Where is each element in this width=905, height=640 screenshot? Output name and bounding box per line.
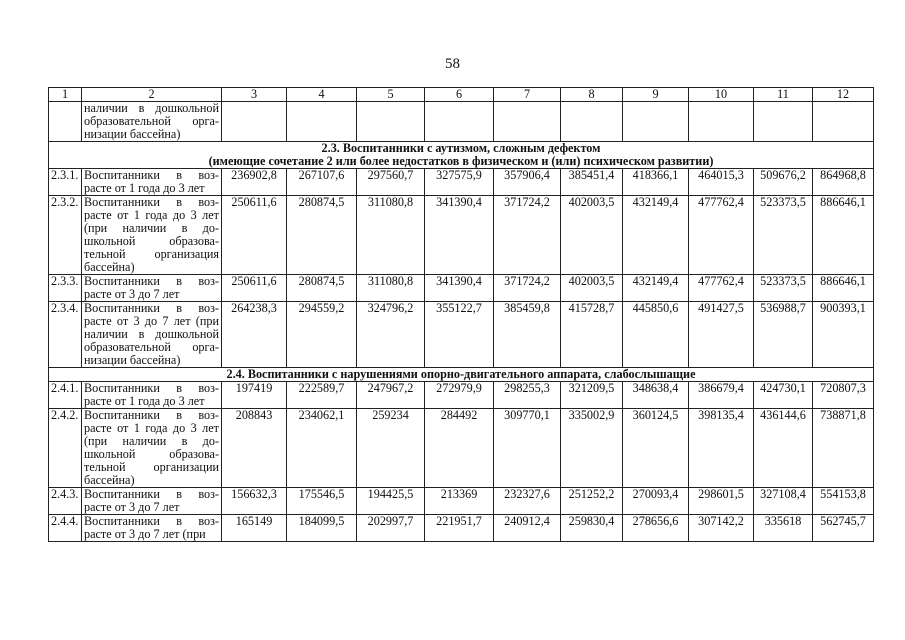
value-cell: 335002,9 [561, 409, 623, 488]
value-cell [425, 102, 494, 142]
value-cell [494, 102, 561, 142]
row-code: 2.3.4. [49, 302, 82, 368]
value-cell: 886646,1 [813, 196, 874, 275]
table-row [49, 382, 874, 409]
description-line: Воспитанники в воз- [84, 274, 219, 288]
value-cell: 554153,8 [813, 488, 874, 515]
column-header: 4 [287, 88, 357, 102]
description-line: Воспитанники в воз- [84, 408, 219, 422]
value-cell: 250611,6 [222, 275, 287, 302]
value-cell: 371724,2 [494, 275, 561, 302]
section-header-row [49, 142, 874, 169]
row-code: 2.4.4. [49, 515, 82, 542]
table-row [49, 302, 874, 368]
value-cell: 432149,4 [623, 275, 689, 302]
value-cell: 385451,4 [561, 169, 623, 196]
value-cell: 197419 [222, 382, 287, 409]
value-cell: 335618 [754, 515, 813, 542]
value-cell: 264238,3 [222, 302, 287, 368]
table-row [49, 102, 874, 142]
description-line: расте от 3 до 7 лет [84, 287, 180, 301]
value-cell: 424730,1 [754, 382, 813, 409]
description-line: расте от 3 до 7 лет [84, 500, 180, 514]
column-header: 11 [754, 88, 813, 102]
section-title-line: 2.4. Воспитанники с нарушениями опорно-двигательного аппарата, слабослышащие [226, 367, 696, 381]
value-cell [689, 102, 754, 142]
value-cell: 464015,3 [689, 169, 754, 196]
description-line: наличии в дошкольной [84, 101, 219, 115]
description-line: (при наличии в до- [84, 434, 219, 448]
row-description [82, 382, 222, 409]
description-line: расте от 1 года до 3 лет [84, 181, 205, 195]
value-cell [623, 102, 689, 142]
value-cell: 357906,4 [494, 169, 561, 196]
value-cell: 360124,5 [623, 409, 689, 488]
value-cell: 341390,4 [425, 275, 494, 302]
value-cell: 309770,1 [494, 409, 561, 488]
value-cell: 272979,9 [425, 382, 494, 409]
value-cell: 738871,8 [813, 409, 874, 488]
value-cell: 294559,2 [287, 302, 357, 368]
description-line: расте от 3 до 7 лет (при [84, 314, 219, 328]
description-line: Воспитанники в воз- [84, 168, 219, 182]
value-cell: 278656,6 [623, 515, 689, 542]
column-header: 3 [222, 88, 287, 102]
description-line: образовательной орга- [84, 114, 219, 128]
section-title-line: 2.3. Воспитанники с аутизмом, сложным дефектом [321, 141, 601, 155]
value-cell [561, 102, 623, 142]
value-cell: 236902,8 [222, 169, 287, 196]
value-cell: 311080,8 [357, 196, 425, 275]
description-line: Воспитанники в воз- [84, 195, 219, 209]
row-description [82, 169, 222, 196]
value-cell: 477762,4 [689, 196, 754, 275]
value-cell: 418366,1 [623, 169, 689, 196]
value-cell: 298601,5 [689, 488, 754, 515]
description-line: Воспитанники в воз- [84, 381, 219, 395]
value-cell: 251252,2 [561, 488, 623, 515]
row-description [82, 302, 222, 368]
table-row [49, 169, 874, 196]
description-line: (при наличии в до- [84, 221, 219, 235]
value-cell: 307142,2 [689, 515, 754, 542]
value-cell: 222589,7 [287, 382, 357, 409]
value-cell: 165149 [222, 515, 287, 542]
section-header-row [49, 368, 874, 382]
table-row [49, 409, 874, 488]
description-line: тельной организации [84, 460, 219, 474]
value-cell: 402003,5 [561, 196, 623, 275]
value-cell: 886646,1 [813, 275, 874, 302]
value-cell: 267107,6 [287, 169, 357, 196]
value-cell: 280874,5 [287, 275, 357, 302]
row-description [82, 102, 222, 142]
value-cell: 348638,4 [623, 382, 689, 409]
value-cell: 385459,8 [494, 302, 561, 368]
description-line: расте от 1 года до 3 лет [84, 421, 219, 435]
section-title-line: (имеющие сочетание 2 или более недостатков в физическом и (или) психическом развитии) [208, 154, 714, 168]
description-line: бассейна) [84, 473, 135, 487]
value-cell [813, 102, 874, 142]
value-cell: 184099,5 [287, 515, 357, 542]
page-number: 58 [445, 56, 460, 72]
column-header: 6 [425, 88, 494, 102]
value-cell: 491427,5 [689, 302, 754, 368]
value-cell: 250611,6 [222, 196, 287, 275]
column-header: 7 [494, 88, 561, 102]
row-code: 2.3.2. [49, 196, 82, 275]
description-line: бассейна) [84, 260, 135, 274]
value-cell: 371724,2 [494, 196, 561, 275]
row-code: 2.4.2. [49, 409, 82, 488]
table-row [49, 275, 874, 302]
value-cell: 280874,5 [287, 196, 357, 275]
value-cell: 432149,4 [623, 196, 689, 275]
tariff-table [48, 87, 874, 542]
value-cell: 194425,5 [357, 488, 425, 515]
row-description [82, 488, 222, 515]
value-cell: 436144,6 [754, 409, 813, 488]
value-cell: 445850,6 [623, 302, 689, 368]
value-cell: 415728,7 [561, 302, 623, 368]
value-cell [357, 102, 425, 142]
table-row [49, 488, 874, 515]
value-cell: 208843 [222, 409, 287, 488]
table-row [49, 515, 874, 542]
value-cell: 259830,4 [561, 515, 623, 542]
value-cell: 247967,2 [357, 382, 425, 409]
table-row [49, 196, 874, 275]
value-cell: 240912,4 [494, 515, 561, 542]
value-cell: 234062,1 [287, 409, 357, 488]
value-cell: 402003,5 [561, 275, 623, 302]
value-cell: 509676,2 [754, 169, 813, 196]
value-cell: 175546,5 [287, 488, 357, 515]
description-line: школьной образова- [84, 447, 219, 461]
value-cell: 398135,4 [689, 409, 754, 488]
column-header: 8 [561, 88, 623, 102]
description-line: Воспитанники в воз- [84, 301, 219, 315]
value-cell: 523373,5 [754, 196, 813, 275]
row-description [82, 409, 222, 488]
value-cell: 284492 [425, 409, 494, 488]
description-line: расте от 1 года до 3 лет [84, 394, 205, 408]
value-cell: 341390,4 [425, 196, 494, 275]
description-line: школьной образова- [84, 234, 219, 248]
description-line: наличии в дошкольной [84, 327, 219, 341]
description-line: низации бассейна) [84, 127, 181, 141]
value-cell: 270093,4 [623, 488, 689, 515]
value-cell: 298255,3 [494, 382, 561, 409]
value-cell: 156632,3 [222, 488, 287, 515]
section-title [49, 142, 874, 169]
value-cell: 327575,9 [425, 169, 494, 196]
row-code: 2.4.1. [49, 382, 82, 409]
value-cell: 477762,4 [689, 275, 754, 302]
description-line: тельной организация [84, 247, 219, 261]
value-cell: 327108,4 [754, 488, 813, 515]
column-header: 2 [82, 88, 222, 102]
value-cell: 213369 [425, 488, 494, 515]
value-cell: 355122,7 [425, 302, 494, 368]
value-cell: 321209,5 [561, 382, 623, 409]
column-header: 10 [689, 88, 754, 102]
value-cell: 259234 [357, 409, 425, 488]
column-number-row [49, 88, 874, 102]
column-header: 12 [813, 88, 874, 102]
description-line: Воспитанники в воз- [84, 487, 219, 501]
value-cell: 562745,7 [813, 515, 874, 542]
value-cell: 311080,8 [357, 275, 425, 302]
value-cell: 202997,7 [357, 515, 425, 542]
description-line: расте от 1 года до 3 лет [84, 208, 219, 222]
section-title [49, 368, 874, 382]
value-cell [222, 102, 287, 142]
description-line: расте от 3 до 7 лет (при [84, 527, 206, 541]
column-header: 1 [49, 88, 82, 102]
row-code: 2.4.3. [49, 488, 82, 515]
value-cell: 900393,1 [813, 302, 874, 368]
value-cell: 864968,8 [813, 169, 874, 196]
value-cell: 386679,4 [689, 382, 754, 409]
row-code [49, 102, 82, 142]
value-cell [287, 102, 357, 142]
value-cell: 297560,7 [357, 169, 425, 196]
description-line: низации бассейна) [84, 353, 181, 367]
description-line: образовательной орга- [84, 340, 219, 354]
row-description [82, 515, 222, 542]
value-cell: 536988,7 [754, 302, 813, 368]
description-line: Воспитанники в воз- [84, 514, 219, 528]
column-header: 5 [357, 88, 425, 102]
row-description [82, 275, 222, 302]
table-body [49, 88, 874, 542]
value-cell: 221951,7 [425, 515, 494, 542]
value-cell: 523373,5 [754, 275, 813, 302]
value-cell: 720807,3 [813, 382, 874, 409]
row-code: 2.3.3. [49, 275, 82, 302]
value-cell: 324796,2 [357, 302, 425, 368]
value-cell [754, 102, 813, 142]
column-header: 9 [623, 88, 689, 102]
value-cell: 232327,6 [494, 488, 561, 515]
row-description [82, 196, 222, 275]
row-code: 2.3.1. [49, 169, 82, 196]
